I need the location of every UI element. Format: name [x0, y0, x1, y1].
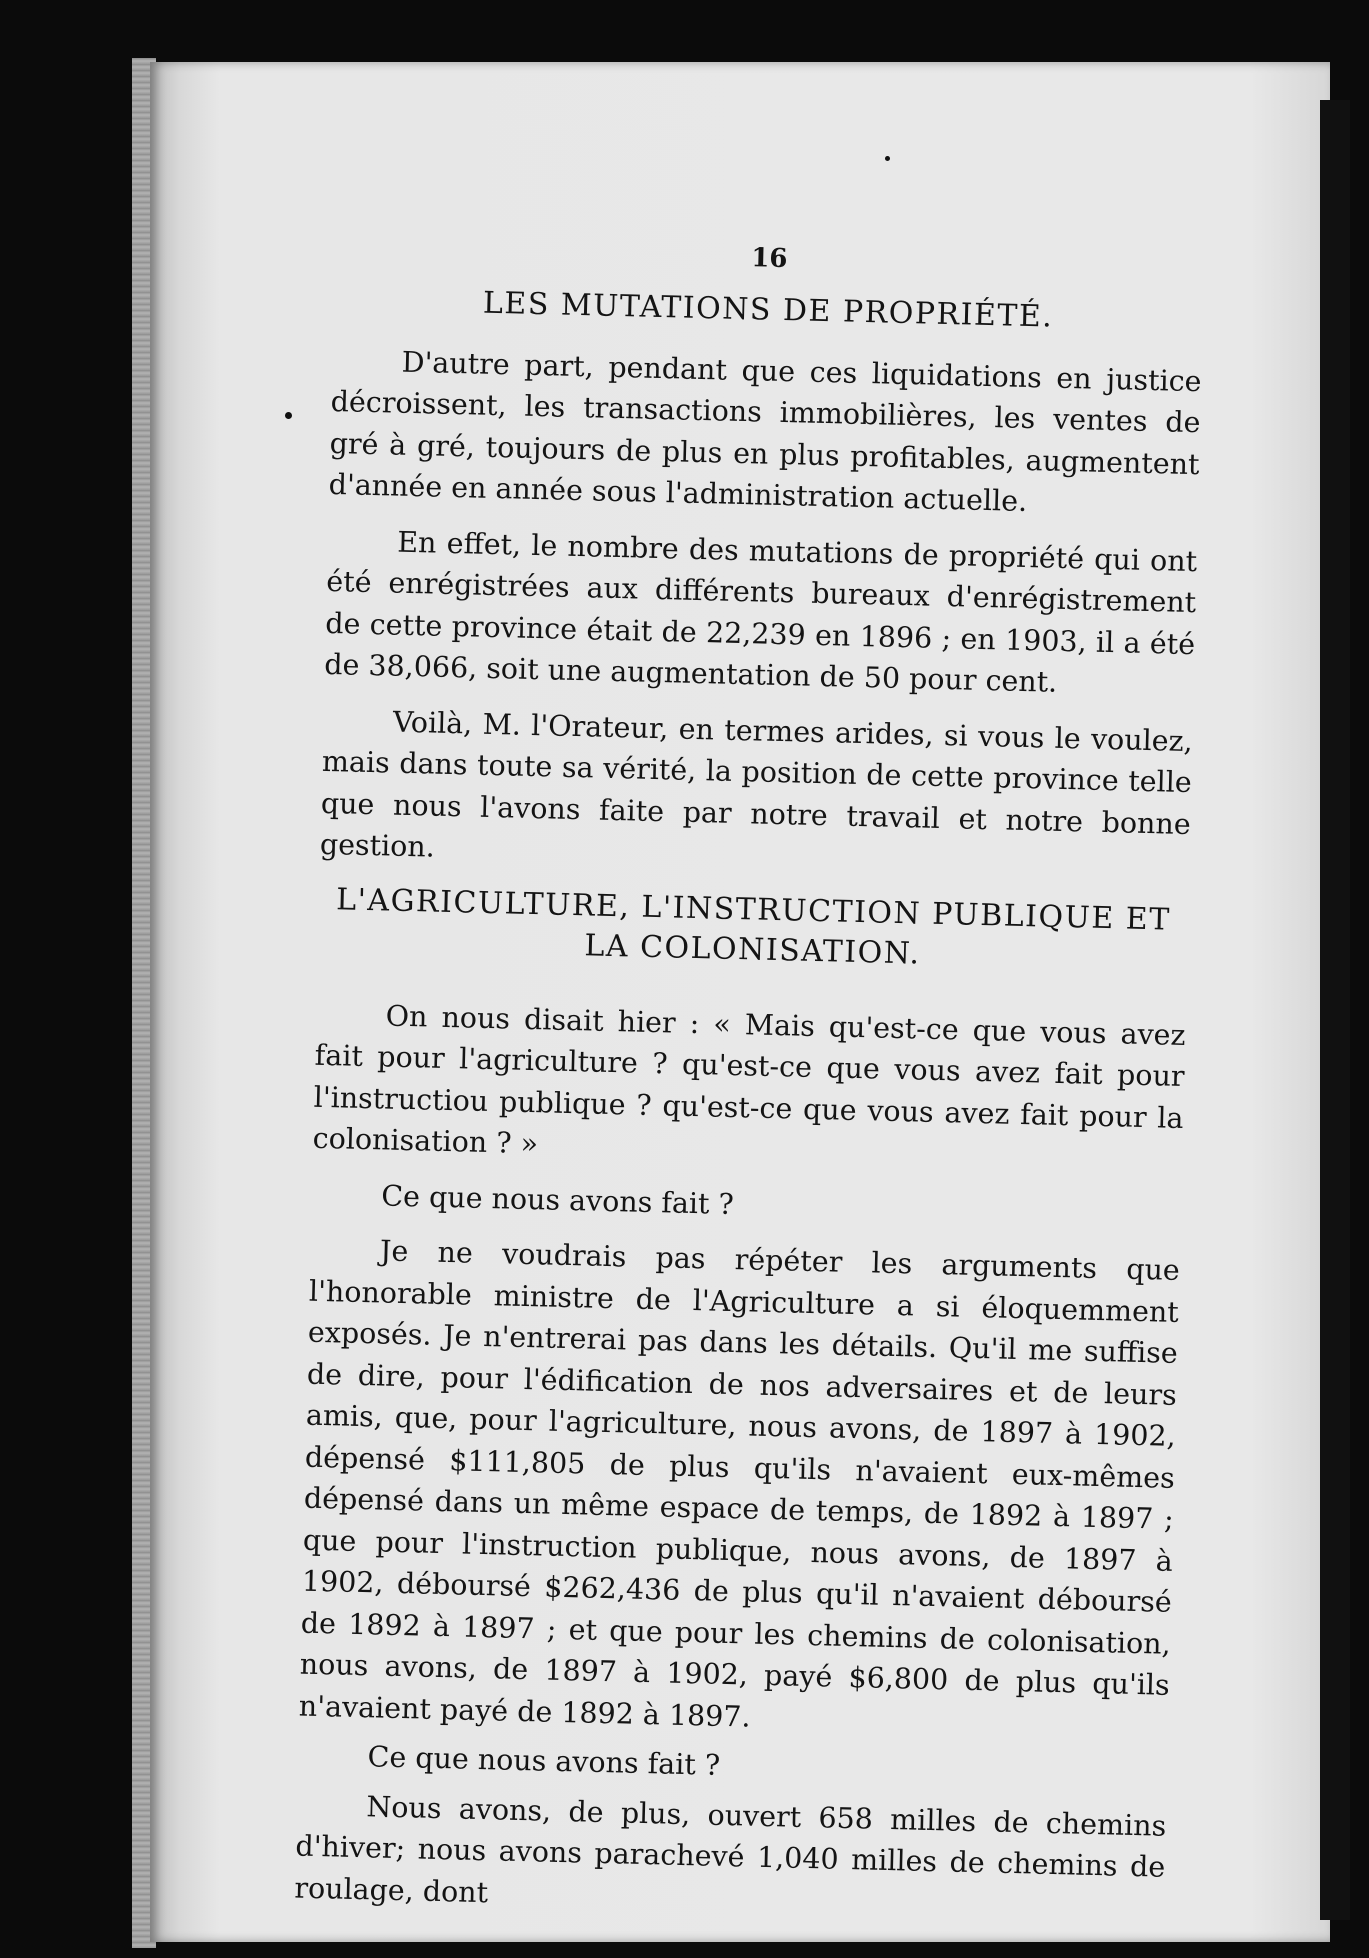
paragraph: Voilà, M. l'Orateur, en termes arides, si vous le voulez, mais dans toute sa vérité, la position de cette province telle que nous l'avons faite par notre travail et notre bonne gestion.: [319, 705, 1194, 864]
paragraph: En effet, le nombre des mutations de propriété qui ont été enrégistrées aux différents bureaux d'enrégistrement de cette province était de 22,239 en 1896 ; en 1903, il a été de 38,066, soit une augmentation de 50 pour cent.: [323, 525, 1198, 699]
heading-line: LA COLONISATION.: [584, 927, 921, 972]
paragraph: Ce que nous avons fait ?: [367, 1740, 721, 1782]
paragraph: Je ne voudrais pas répéter les arguments que l'honorable ministre de l'Agriculture a si éloquemment exposés. Je n'entrerai pas dans les détails. Qu'il me suffise de dire, pour l'édification de nos adversaires et de leurs amis, que, pour l'agriculture, nous avons, de 1897 à 1902, dépensé $111,805 de plus qu'ils n'avaient eux-mêmes dépensé dans un même espace de temps, de 1892 à 1897 ; que pour l'instruction publique, nous avons, de 1897 à 1902, déboursé $262,436 de plus qu'il n'avaient déboursé de 1892 à 1897 ; et que pour les chemins de colonisation, nous avons, de 1897 à 1902, payé $6,800 de plus qu'ils n'avaient payé de 1892 à 1897.: [298, 1234, 1181, 1734]
page-edge-shadow: [1320, 100, 1350, 1920]
heading-line: L'AGRICULTURE, L'INSTRUCTION PUBLIQUE ET: [335, 881, 1172, 938]
paragraph: Ce que nous avons fait ?: [380, 1178, 735, 1221]
paragraph: D'autre part, pendant que ces liquidations en justice décroissent, les transactions immobilières, les ventes de gré à gré, toujours de plus en plus profitables, augmentent d'année en année sous l'administration actuelle.: [328, 345, 1202, 518]
page-number: 16: [750, 243, 788, 275]
section-heading-agriculture: [317, 879, 1189, 980]
dust-speck: [285, 412, 292, 419]
page-text: [294, 228, 1205, 1944]
section-heading-mutations: LES MUTATIONS DE PROPRIÉTÉ.: [482, 285, 1054, 335]
paragraph: Nous avons, de plus, ouvert 658 milles de chemins d'hiver; nous avons parachevé 1,040 milles de chemins de roulage, dont: [294, 1789, 1167, 1909]
paragraph: On nous disait hier : « Mais qu'est-ce que vous avez fait pour l'agriculture ? qu'est-ce que vous avez fait pour l'instructiou publique ? qu'est-ce que vous avez fait pour la colonisation ? »: [312, 998, 1186, 1161]
dust-speck: [885, 156, 890, 161]
